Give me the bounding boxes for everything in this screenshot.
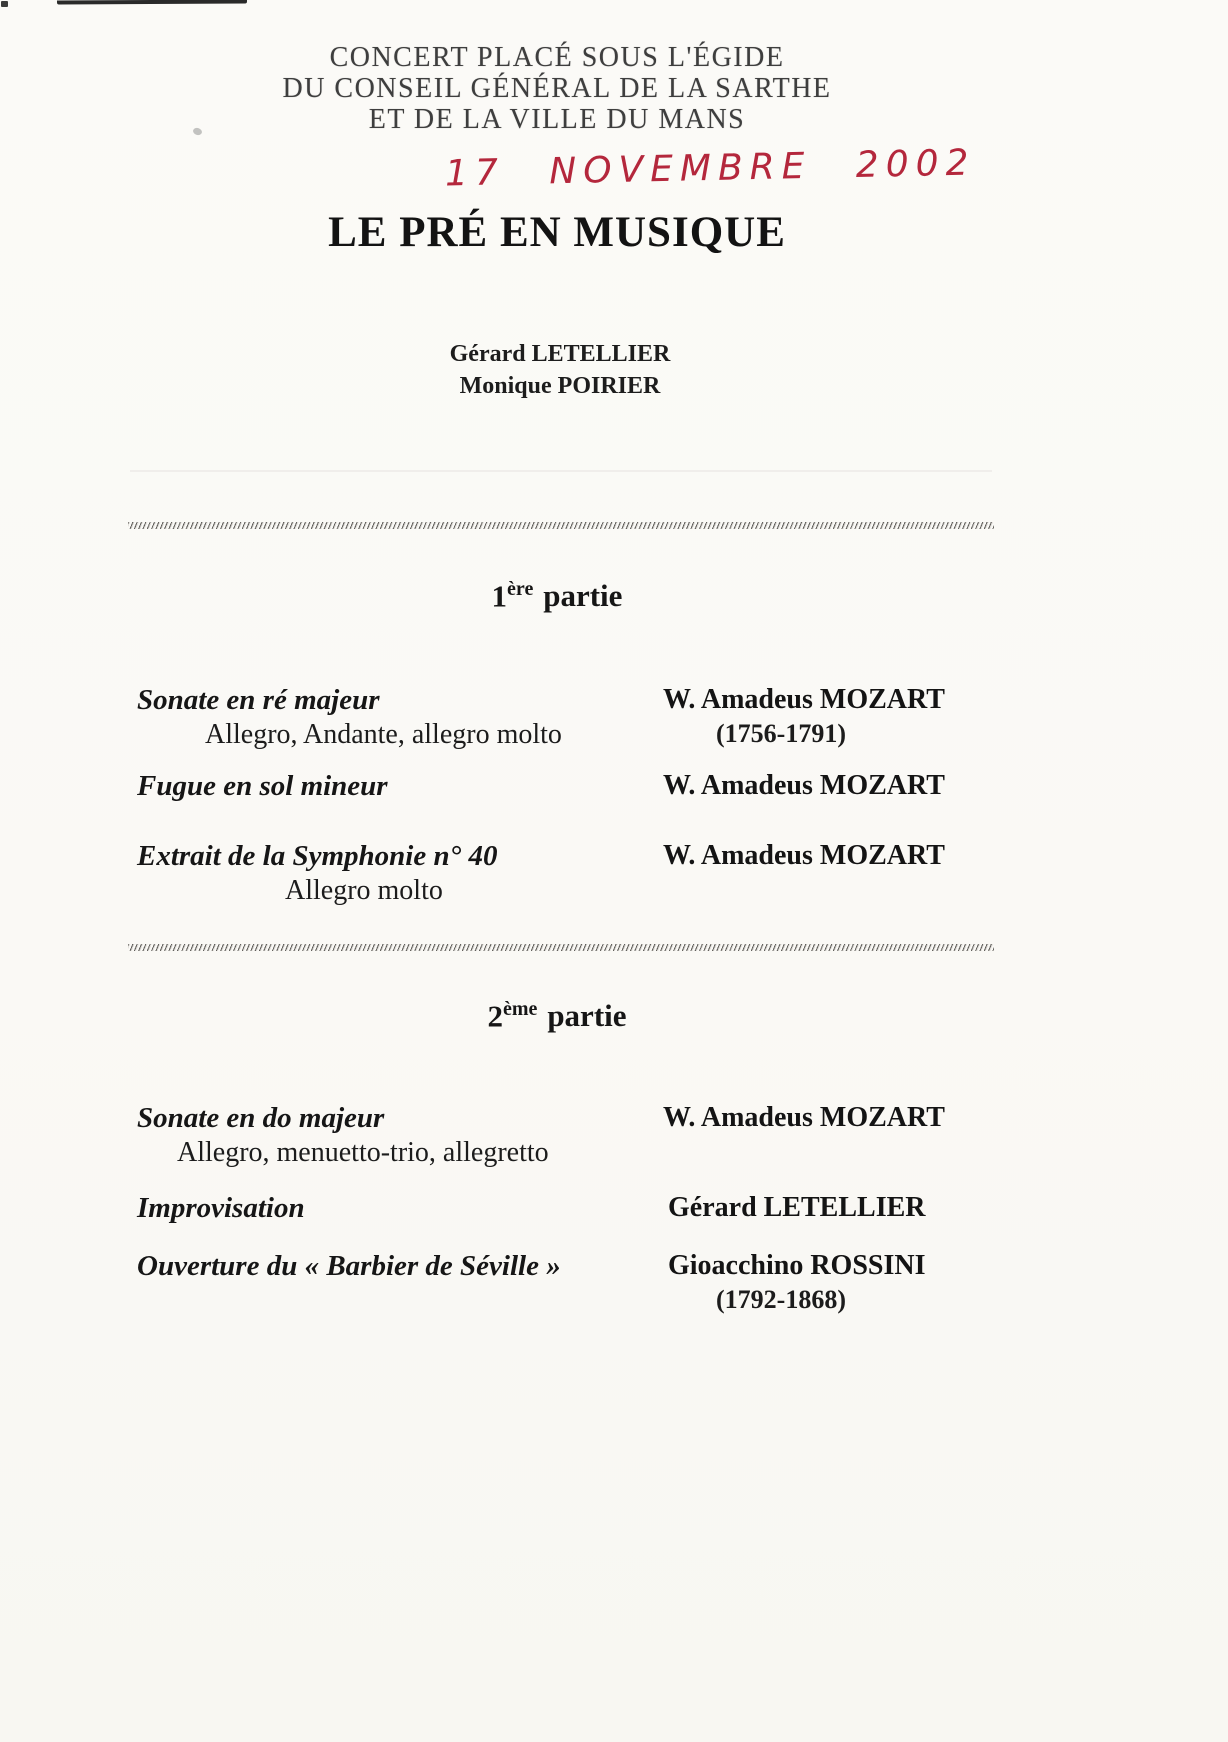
- performers-list: [0, 338, 1120, 402]
- scan-fold-line: [130, 470, 992, 472]
- part-2-heading: [0, 998, 1114, 1034]
- header: [0, 42, 1114, 135]
- section-divider: [128, 944, 994, 951]
- header-line-2: DU CONSEIL GÉNÉRAL DE LA SARTHE: [282, 73, 832, 104]
- part-word: partie: [547, 998, 627, 1034]
- piece-movements: Allegro molto: [285, 875, 443, 906]
- piece-movements: Allegro, Andante, allegro molto: [205, 719, 562, 750]
- piece-title: Extrait de la Symphonie n° 40: [137, 840, 498, 872]
- piece-title: Sonate en do majeur: [137, 1102, 385, 1134]
- composer-name: W. Amadeus MOZART: [663, 684, 945, 715]
- composer-name: W. Amadeus MOZART: [663, 840, 945, 871]
- handwritten-date: 17 NOVEMBRE 2002: [444, 142, 976, 195]
- piece-title: Fugue en sol mineur: [137, 770, 388, 802]
- scan-artifact-corner: [1, 1, 8, 7]
- composer-name: Gérard LETELLIER: [668, 1192, 926, 1223]
- performer-name: Gérard LETELLIER: [449, 341, 671, 367]
- part-ordinal: ère: [507, 578, 534, 600]
- piece-title: Improvisation: [137, 1192, 305, 1224]
- part-1-heading: [0, 578, 1114, 614]
- part-number: 2: [487, 998, 503, 1034]
- header-line-3: ET DE LA VILLE DU MANS: [368, 104, 746, 135]
- composer-name: W. Amadeus MOZART: [663, 770, 945, 801]
- performer-name: Monique POIRIER: [459, 373, 661, 399]
- header-line-1: CONCERT PLACÉ SOUS L'ÉGIDE: [329, 42, 785, 73]
- scan-artifact-top-line: [57, 0, 247, 4]
- page-title: LE PRÉ EN MUSIQUE: [328, 209, 786, 256]
- composer-name: W. Amadeus MOZART: [663, 1102, 945, 1133]
- part-ordinal: ème: [502, 998, 538, 1020]
- piece-movements: Allegro, menuetto-trio, allegretto: [177, 1137, 549, 1168]
- section-divider: [128, 522, 994, 529]
- piece-title: Sonate en ré majeur: [137, 684, 380, 716]
- composer-dates: (1756-1791): [716, 719, 846, 748]
- composer-name: Gioacchino ROSSINI: [668, 1250, 926, 1281]
- part-word: partie: [543, 578, 623, 614]
- part-number: 1: [491, 578, 508, 614]
- composer-dates: (1792-1868): [716, 1285, 846, 1314]
- piece-title: Ouverture du « Barbier de Séville »: [137, 1250, 561, 1282]
